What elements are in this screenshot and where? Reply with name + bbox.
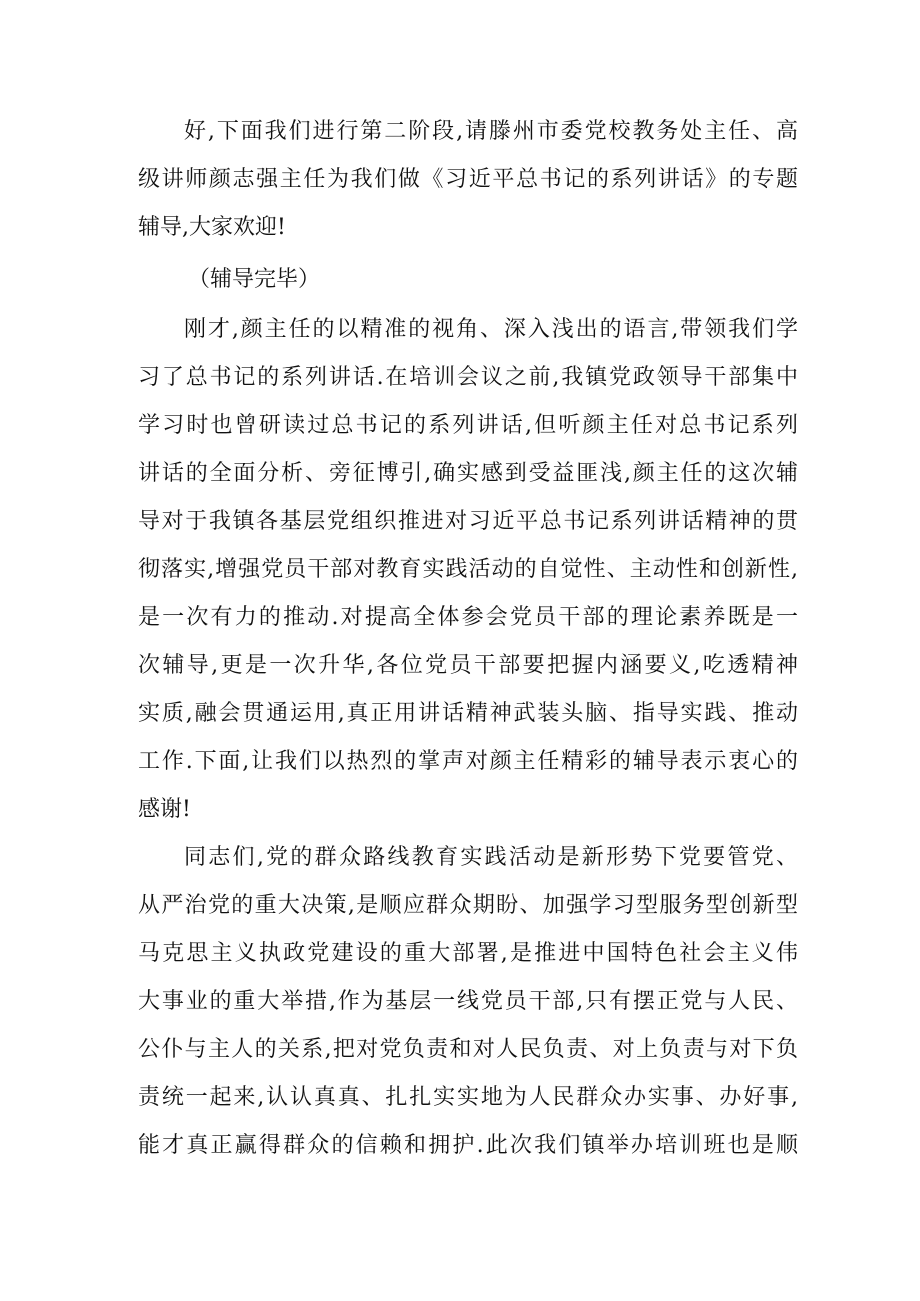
- text-line: 公仆与主人的关系,把对党负责和对人民负责、对上负责与对下负: [138, 1037, 798, 1062]
- text-line: 是一次有力的推动.对提高全体参会党员干部的理论素养既是一: [138, 605, 798, 630]
- paragraph-intro: [138, 108, 798, 252]
- stage-note: （辅导完毕）: [188, 267, 321, 292]
- paragraph-summary: [138, 306, 798, 834]
- text-line: 同志们,党的群众路线教育实践活动是新形势下党要管党、: [184, 845, 798, 870]
- text-line: 刚才,颜主任的以精准的视角、深入浅出的语言,带领我们学: [184, 317, 798, 342]
- text-line: 工作.下面,让我们以热烈的掌声对颜主任精彩的辅导表示衷心的: [138, 749, 798, 774]
- text-line: 级讲师颜志强主任为我们做《习近平总书记的系列讲话》的专题: [138, 167, 798, 192]
- text-line: 能才真正赢得群众的信赖和拥护.此次我们镇举办培训班也是顺: [138, 1133, 798, 1158]
- text-line: 马克思主义执政党建设的重大部署,是推进中国特色社会主义伟: [138, 941, 798, 966]
- text-line: 辅导,大家欢迎!: [138, 215, 286, 240]
- text-line: 彻落实,增强党员干部对教育实践活动的自觉性、主动性和创新性,: [138, 557, 798, 582]
- text-line: 从严治党的重大决策,是顺应群众期盼、加强学习型服务型创新型: [138, 893, 798, 918]
- text-line: 大事业的重大举措,作为基层一线党员干部,只有摆正党与人民、: [138, 989, 798, 1014]
- text-line: 学习时也曾研读过总书记的系列讲话,但听颜主任对总书记系列: [138, 413, 798, 438]
- text-line: 好,下面我们进行第二阶段,请滕州市委党校教务处主任、高: [184, 119, 798, 144]
- paragraph-comrades: [138, 834, 798, 1170]
- text-line: 次辅导,更是一次升华,各位党员干部要把握内涵要义,吃透精神: [138, 653, 798, 678]
- text-line: 导对于我镇各基层党组织推进对习近平总书记系列讲话精神的贯: [138, 509, 798, 534]
- text-line: 习了总书记的系列讲话.在培训会议之前,我镇党政领导干部集中: [138, 365, 798, 390]
- text-line: 责统一起来,认认真真、扎扎实实地为人民群众办实事、办好事,: [138, 1085, 798, 1110]
- text-line: 实质,融会贯通运用,真正用讲话精神武装头脑、指导实践、推动: [138, 701, 798, 726]
- text-line: 讲话的全面分析、旁征博引,确实感到受益匪浅,颜主任的这次辅: [138, 461, 798, 486]
- text-line: 感谢!: [138, 797, 191, 822]
